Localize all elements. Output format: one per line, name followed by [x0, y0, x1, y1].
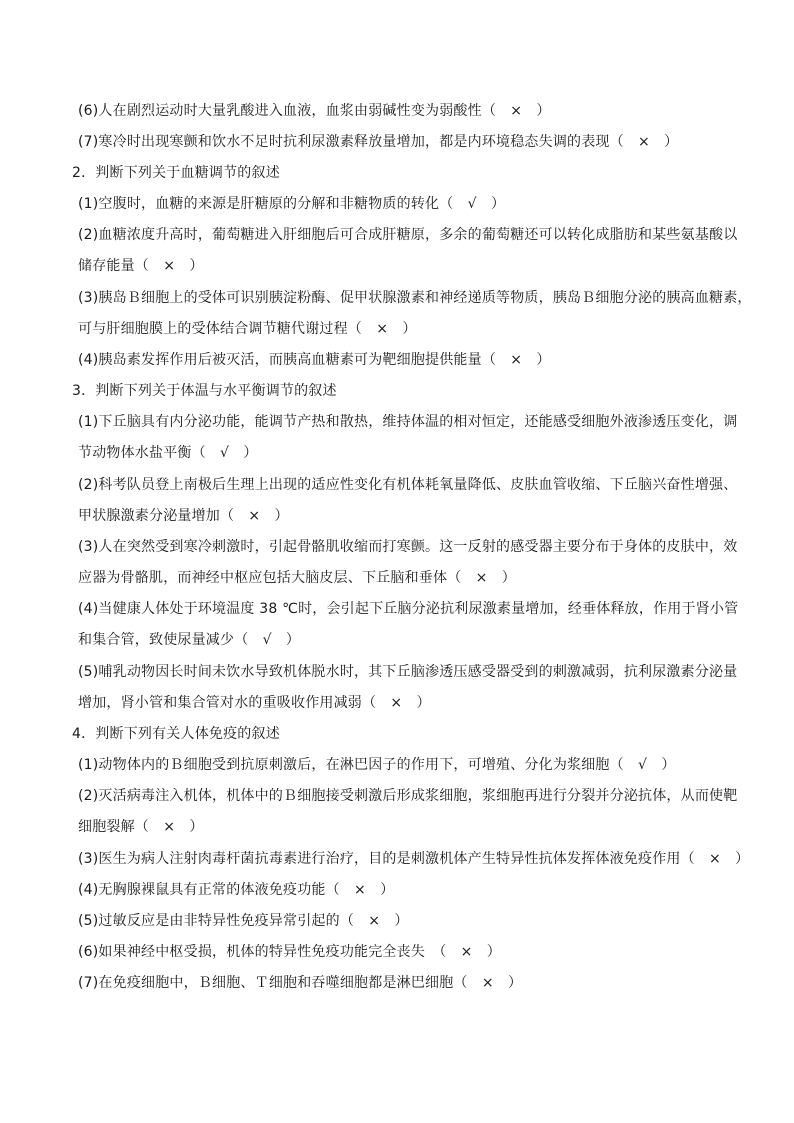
text-line-19: (5)哺乳动物因长时间未饮水导致机体脱水时，其下丘脑渗透压感受器受到的刺激减弱，抗利尿激素分泌量: [78, 664, 738, 680]
text-line-17: (4)当健康人体处于环境温度 38 ℃时，会引起下丘脑分泌抗利尿激素量增加，经垂体释放，作用于肾小管: [78, 601, 739, 617]
text-line-18: 和集合管，致使尿量减少（ √ ）: [78, 632, 301, 648]
text-line-24: 细胞裂解（ × ）: [78, 819, 204, 835]
text-line-27: (5)过敏反应是由非特异性免疫异常引起的（ × ）: [78, 913, 409, 929]
text-line-16: 应器为骨骼肌，而神经中枢应包括大脑皮层、下丘脑和垂体（ × ）: [78, 570, 516, 586]
text-line-20: 增加，肾小管和集合管对水的重吸收作用减弱（ × ）: [78, 695, 431, 711]
text-line-23: (2)灭活病毒注入机体，机体中的Ｂ细胞接受刺激后形成浆细胞，浆细胞再进行分裂并分泌抗体，从而使靶: [78, 788, 738, 804]
text-line-9: (4)胰岛素发挥作用后被灭活，而胰高血糖素可为靶细胞提供能量（ × ）: [78, 352, 551, 368]
section-heading-2: 2．判断下列关于血糖调节的叙述: [72, 165, 280, 181]
text-line-5: (2)血糖浓度升高时，葡萄糖进入肝细胞后可合成肝糖原，多余的葡萄糖还可以转化成脂肪和某些氨基酸以: [78, 227, 738, 243]
section-heading-4: 4．判断下列有关人体免疫的叙述: [72, 726, 280, 742]
text-line-11: (1)下丘脑具有内分泌功能，能调节产热和散热，维持体温的相对恒定，还能感受细胞外液渗透压变化，调: [78, 414, 738, 430]
text-line-25: (3)医生为病人注射肉毒杆菌抗毒素进行治疗，目的是刺激机体产生特异性抗体发挥体液免疫作用（ × ）: [78, 851, 750, 867]
text-line-29: (7)在免疫细胞中，Ｂ细胞、Ｔ细胞和吞噬细胞都是淋巴细胞（ × ）: [78, 975, 523, 991]
text-line-15: (3)人在突然受到寒冷刺激时，引起骨骼肌收缩而打寒颤。这一反射的感受器主要分布于身体的皮肤中，效: [78, 539, 738, 555]
text-line-22: (1)动物体内的Ｂ细胞受到抗原刺激后，在淋巴因子的作用下，可增殖、分化为浆细胞（ √ ）: [78, 757, 676, 773]
text-line-28: (6)如果神经中枢受损，机体的特异性免疫功能完全丧失 （ × ）: [78, 944, 501, 960]
text-line-2: (7)寒冷时出现寒颤和饮水不足时抗利尿激素释放量增加，都是内环境稳态失调的表现（ × ）: [78, 134, 679, 150]
text-line-26: (4)无胸腺裸鼠具有正常的体液免疫功能（ × ）: [78, 882, 395, 898]
text-line-6: 储存能量（ × ）: [78, 258, 204, 274]
text-line-7: (3)胰岛Ｂ细胞上的受体可识别胰淀粉酶、促甲状腺激素和神经递质等物质，胰岛Ｂ细胞分泌的胰高血糖素，: [78, 290, 752, 306]
text-line-4: (1)空腹时，血糖的来源是肝糖原的分解和非糖物质的转化（ √ ）: [78, 196, 506, 212]
text-line-12: 节动物体水盐平衡（ √ ）: [78, 445, 258, 461]
section-heading-3: 3．判断下列关于体温与水平衡调节的叙述: [72, 383, 337, 399]
text-line-13: (2)科考队员登上南极后生理上出现的适应性变化有机体耗氧量降低、皮肤血管收缩、下丘脑兴奋性增强、: [78, 477, 738, 493]
text-line-1: (6)人在剧烈运动时大量乳酸进入血液，血浆由弱碱性变为弱酸性（ × ）: [78, 103, 551, 119]
text-line-8: 可与肝细胞膜上的受体结合调节糖代谢过程（ × ）: [78, 321, 417, 337]
text-line-14: 甲状腺激素分泌量增加（ × ）: [78, 508, 289, 524]
